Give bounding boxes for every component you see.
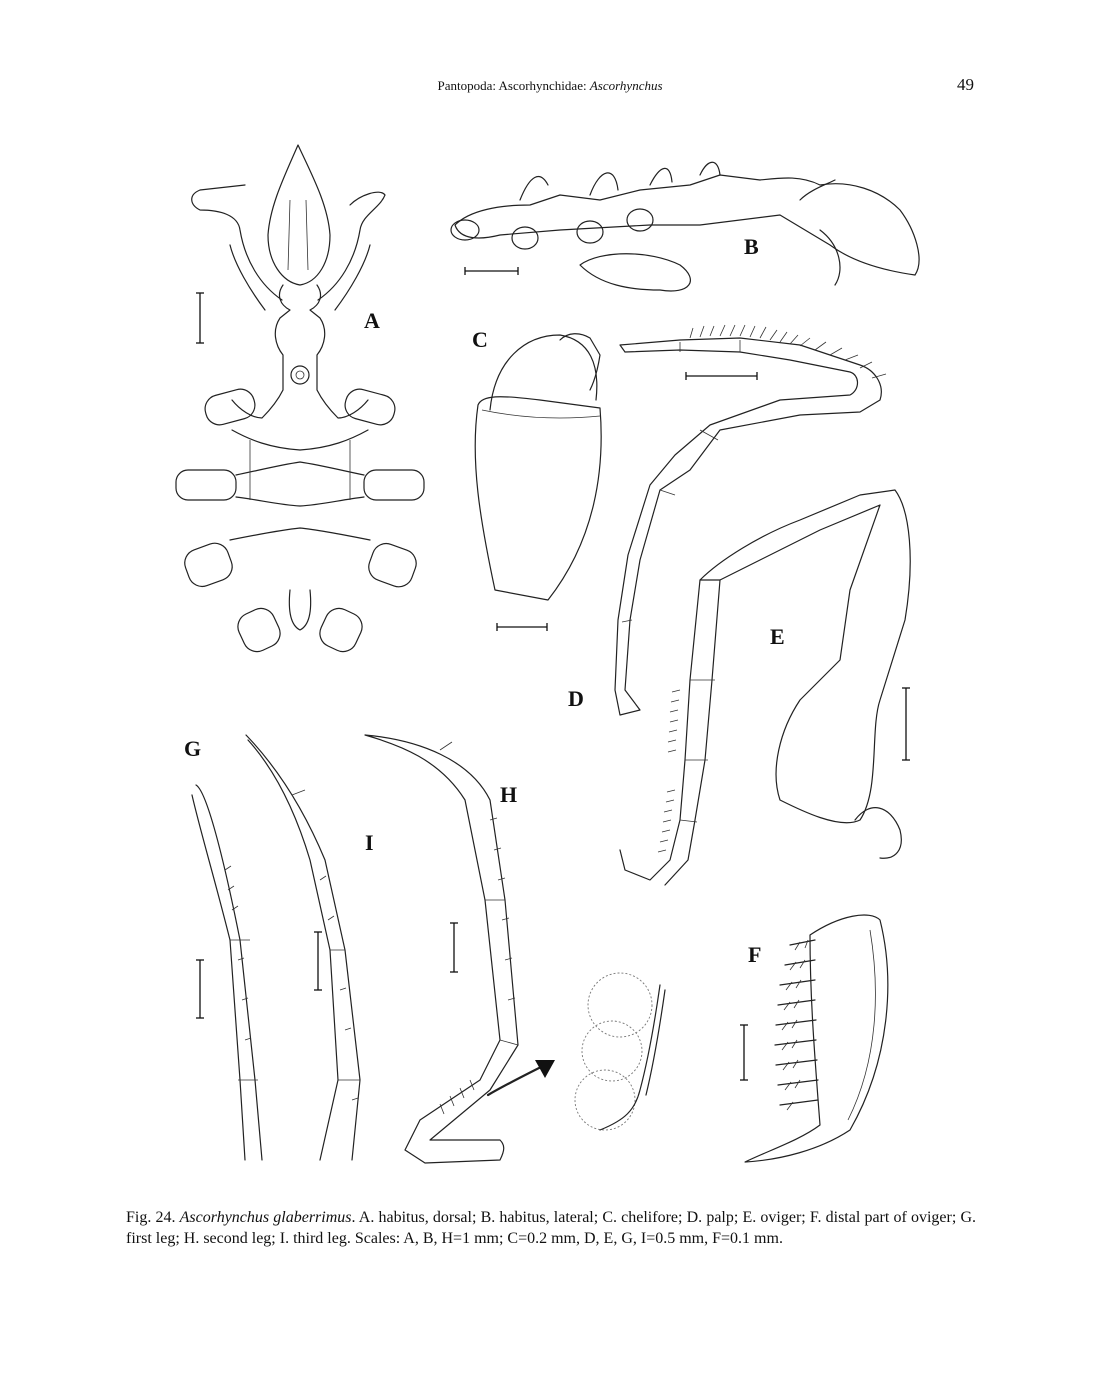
- panel-g-label: G: [184, 736, 202, 761]
- panel-f-scale-bar: [740, 1025, 748, 1080]
- panel-b-scale-bar: [465, 267, 518, 275]
- egg-mass-detail: [575, 973, 665, 1130]
- panel-g-scale-bar: [196, 960, 204, 1018]
- panel-b-habitus-lateral: [451, 162, 919, 291]
- panel-h-scale-bar: [450, 923, 458, 972]
- running-title-prefix: Pantopoda: Ascorhynchidae:: [437, 78, 590, 93]
- panel-c-scale-bar: [497, 623, 547, 631]
- caption-species: Ascorhynchus glaberrimus: [179, 1209, 352, 1226]
- panel-i-label: I: [365, 830, 374, 855]
- panel-d-label: D: [568, 686, 584, 711]
- panel-h-second-leg: [365, 735, 518, 1163]
- panel-d-scale-bar: [686, 372, 757, 380]
- caption-fig-number: Fig. 24.: [126, 1209, 176, 1226]
- figure-caption: [126, 1207, 976, 1249]
- panel-f-distal-oviger: [745, 915, 888, 1162]
- panel-h-label: H: [500, 782, 518, 807]
- panel-a-scale-bar: [196, 293, 204, 343]
- panel-b-label: B: [744, 234, 759, 259]
- panel-a-label: A: [364, 308, 380, 333]
- panel-c-label: C: [472, 327, 488, 352]
- caption-text: . A. habitus, dorsal; B. habitus, lateral; C. chelifore; D. palp; E. oviger; F. distal part of oviger; G. first leg; H. second leg; I. third leg. Scales: A, B, H=1 mm; C=0.2 mm, D, E, G, I=0.5 mm, F=0.1 mm.: [126, 1209, 976, 1247]
- panel-a-habitus-dorsal: [176, 145, 424, 656]
- panel-i-scale-bar: [314, 932, 322, 990]
- panel-i-third-leg: [246, 735, 360, 1160]
- panel-c-chelifore: [475, 334, 601, 600]
- panel-g-first-leg: [192, 785, 262, 1160]
- running-title-genus: Ascorhynchus: [589, 78, 663, 93]
- panel-e-label: E: [770, 624, 785, 649]
- panel-f-label: F: [748, 942, 762, 967]
- panel-e-oviger: [620, 490, 910, 885]
- panel-e-scale-bar: [902, 688, 910, 760]
- page-number: 49: [957, 75, 974, 94]
